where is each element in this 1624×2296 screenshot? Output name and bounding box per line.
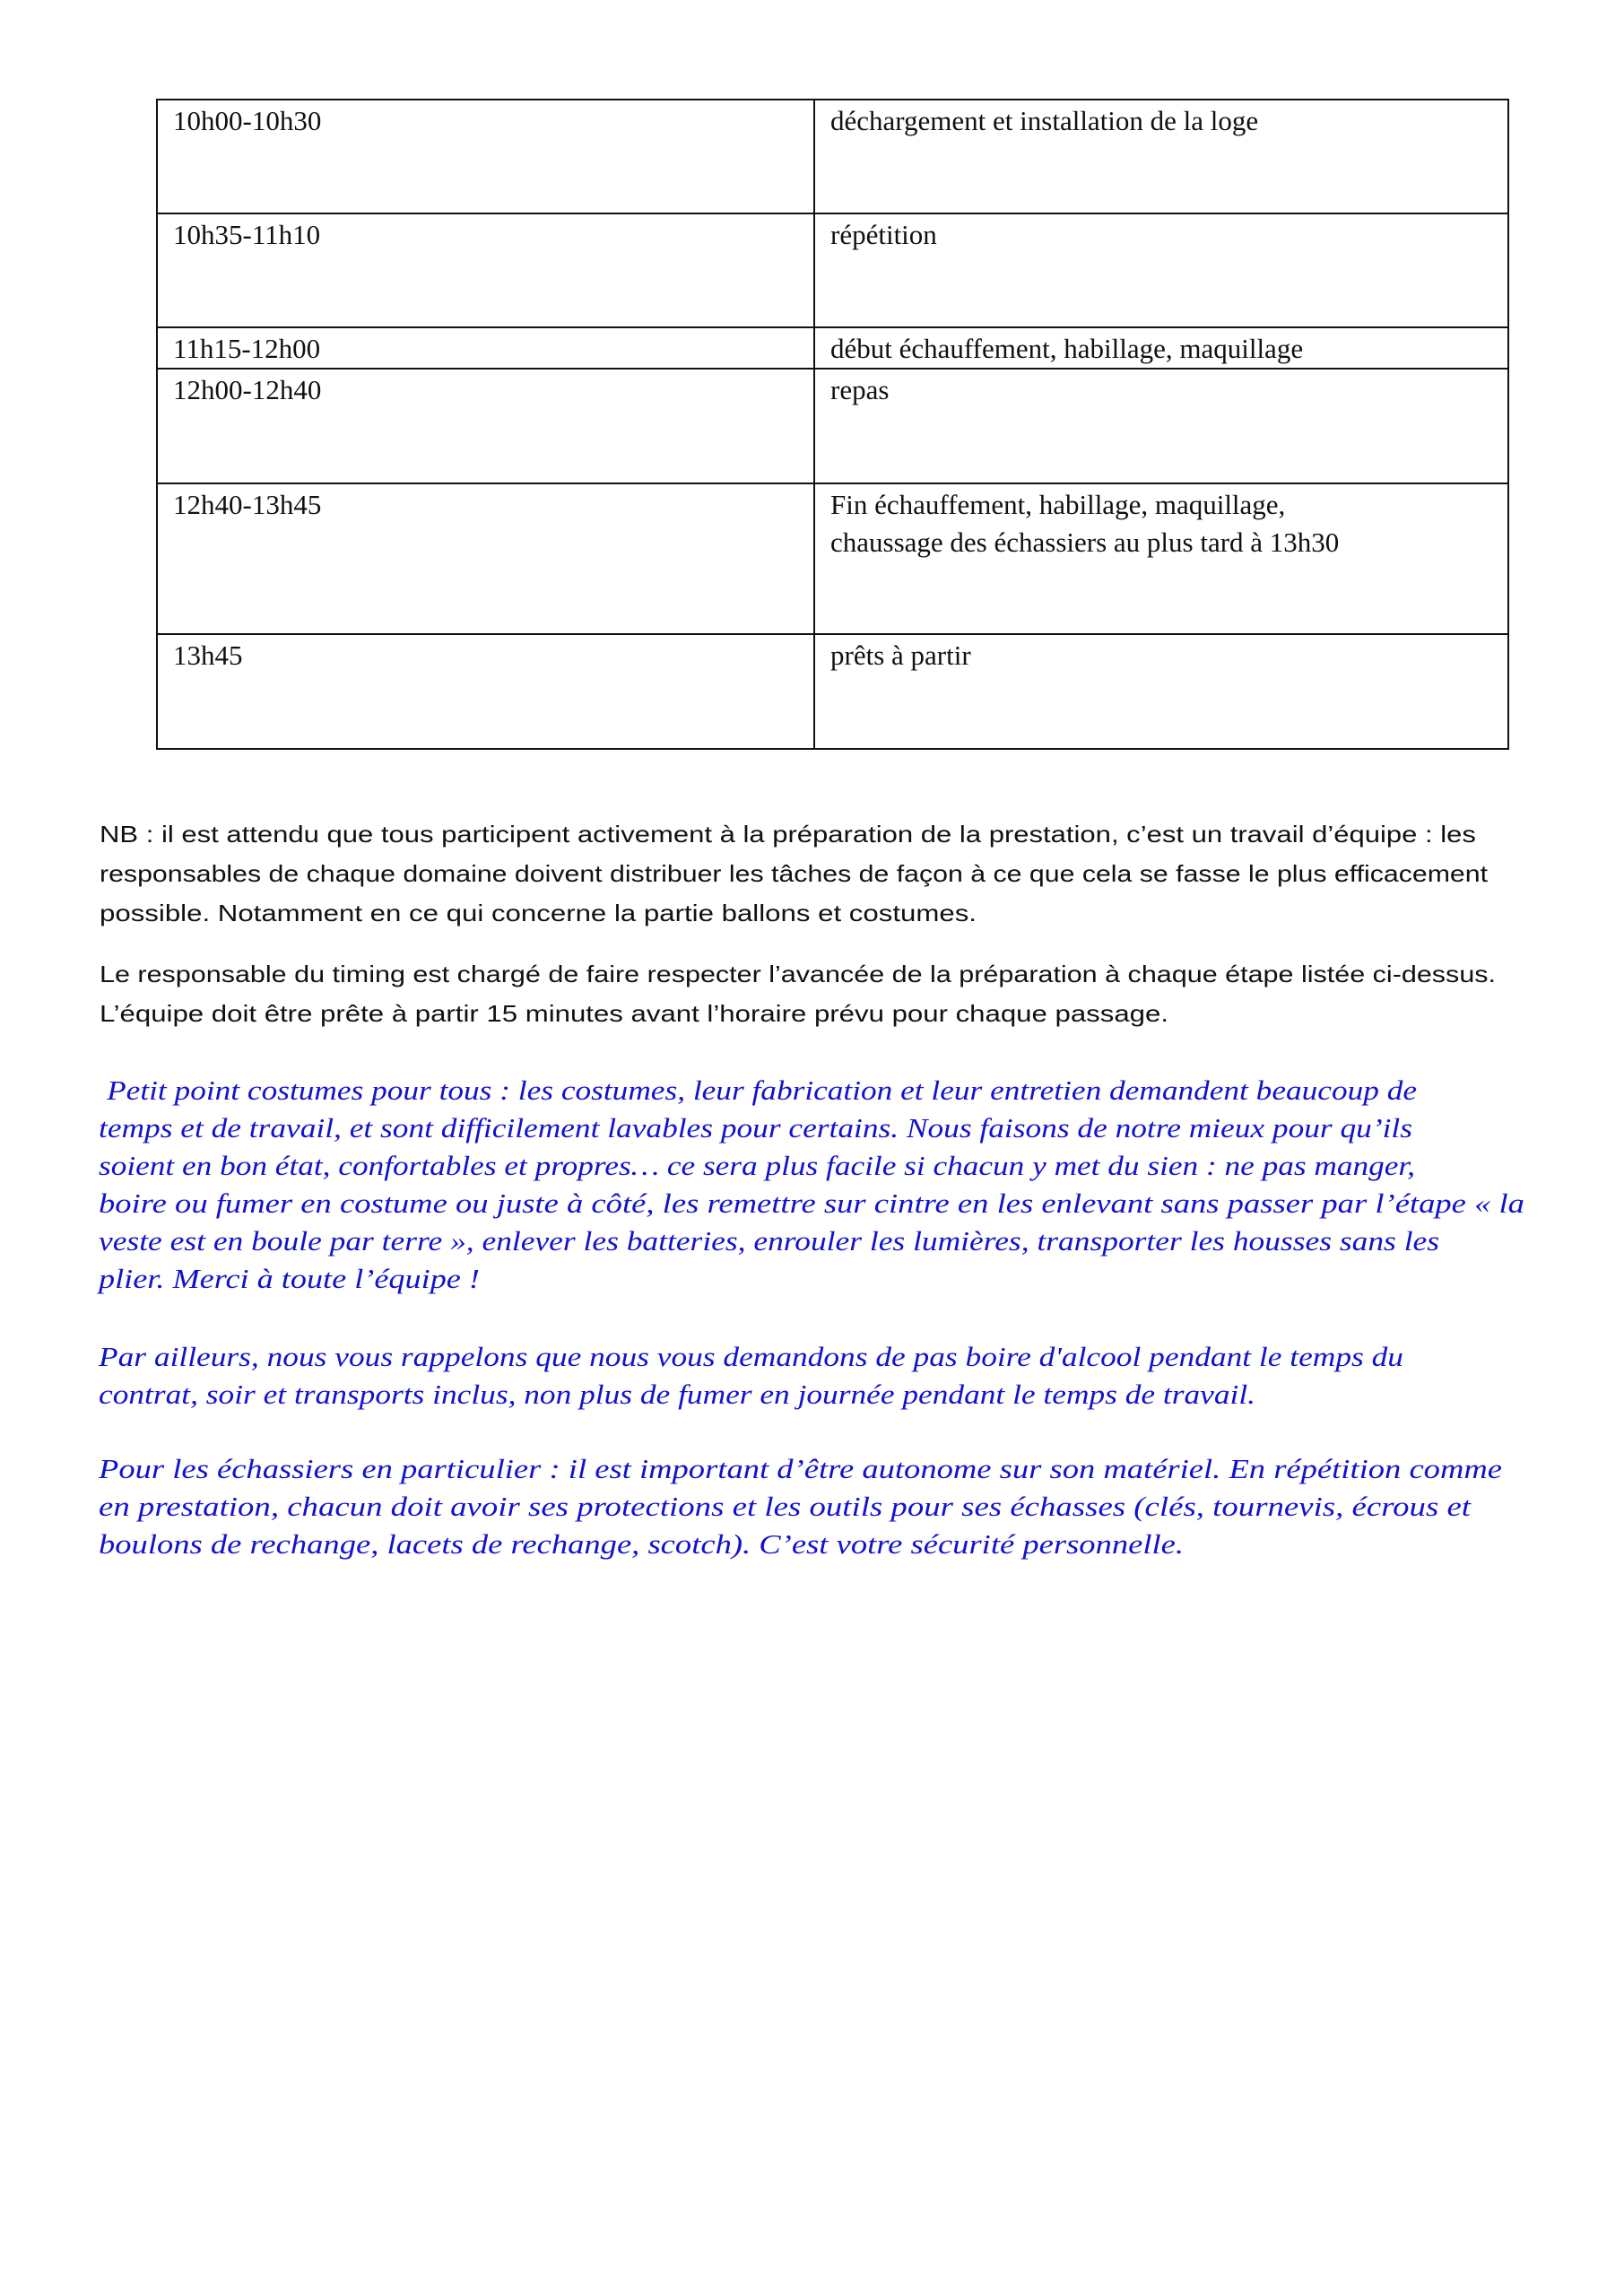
time-cell (157, 100, 814, 213)
paragraph-line: en prestation, chacun doit avoir ses protections et les outils pour ses échasses (clés, tournevis, écrous et (99, 1491, 1472, 1522)
paragraph-line: boire ou fumer en costume ou juste à côté, les remettre sur cintre en les enlevant sans passer par l’étape « la (99, 1187, 1524, 1219)
task-text: prêts à partir (830, 639, 971, 671)
costumes-paragraph (99, 1072, 1524, 1298)
time-cell (157, 327, 814, 369)
time-cell (157, 213, 814, 327)
paragraph-line: L’équipe doit être prête à partir 15 minutes avant l’horaire prévu pour chaque passage. (100, 1000, 1169, 1027)
time-text: 10h35-11h10 (173, 219, 321, 250)
time-text: 12h40-13h45 (173, 489, 322, 520)
stilts-paragraph (99, 1450, 1502, 1563)
task-cell (814, 483, 1508, 634)
paragraph-line: possible. Notamment en ce qui concerne la partie ballons et costumes. (100, 900, 977, 926)
task-cell (814, 327, 1508, 369)
task-text: chaussage des échassiers au plus tard à 13h30 (830, 526, 1340, 558)
task-text: répétition (830, 219, 937, 250)
time-text: 11h15-12h00 (173, 333, 321, 364)
paragraph-line: Petit point costumes pour tous : les costumes, leur fabrication et leur entretien demandent beaucoup de (107, 1074, 1418, 1106)
task-cell (814, 369, 1508, 483)
schedule-table (156, 99, 1509, 750)
table-row (157, 100, 1508, 213)
paragraph-line: contrat, soir et transports inclus, non plus de fumer en journée pendant le temps de travail. (99, 1378, 1256, 1410)
time-text: 10h00-10h30 (173, 105, 322, 136)
time-cell (157, 369, 814, 483)
time-text: 12h00-12h40 (173, 374, 322, 405)
task-cell (814, 213, 1508, 327)
time-text: 13h45 (173, 639, 243, 671)
table-row (157, 213, 1508, 327)
alcohol-paragraph (99, 1338, 1403, 1413)
paragraph-line: Par ailleurs, nous vous rappelons que nous vous demandons de pas boire d'alcool pendant le temps du (99, 1341, 1403, 1372)
time-cell (157, 483, 814, 634)
task-cell (814, 634, 1508, 749)
paragraph-line: responsables de chaque domaine doivent distribuer les tâches de façon à ce que cela se fasse le plus efficacement (100, 860, 1489, 887)
timing-paragraph (100, 954, 1497, 1033)
task-text: début échauffement, habillage, maquillage (830, 333, 1304, 364)
paragraph-line: veste est en boule par terre », enlever les batteries, enrouler les lumières, transporter les housses sans les (99, 1225, 1440, 1257)
time-cell (157, 634, 814, 749)
nb-paragraph (100, 814, 1489, 933)
paragraph-line: Le responsable du timing est chargé de faire respecter l’avancée de la préparation à chaque étape listée ci-dessus. (100, 961, 1497, 987)
paragraph-line: soient en bon état, confortables et propres… ce sera plus facile si chacun y met du sien : ne pas manger, (99, 1150, 1415, 1181)
table-row (157, 634, 1508, 749)
task-text: déchargement et installation de la loge (830, 105, 1259, 136)
paragraph-line: plier. Merci à toute l’équipe ! (99, 1263, 480, 1294)
task-cell (814, 100, 1508, 213)
table-row (157, 327, 1508, 369)
paragraph-line: boulons de rechange, lacets de rechange, scotch). C’est votre sécurité personnelle. (99, 1528, 1185, 1560)
paragraph-line: Pour les échassiers en particulier : il est important d’être autonome sur son matériel. En répétition comme (99, 1453, 1502, 1484)
task-text: repas (830, 374, 890, 405)
table-row (157, 369, 1508, 483)
task-text: Fin échauffement, habillage, maquillage, (830, 489, 1286, 520)
paragraph-line: NB : il est attendu que tous participent activement à la préparation de la prestation, c’est un travail d’équipe : les (100, 821, 1476, 848)
table-row (157, 483, 1508, 634)
paragraph-line: temps et de travail, et sont difficilement lavables pour certains. Nous faisons de notre mieux pour qu’ils (99, 1112, 1413, 1144)
